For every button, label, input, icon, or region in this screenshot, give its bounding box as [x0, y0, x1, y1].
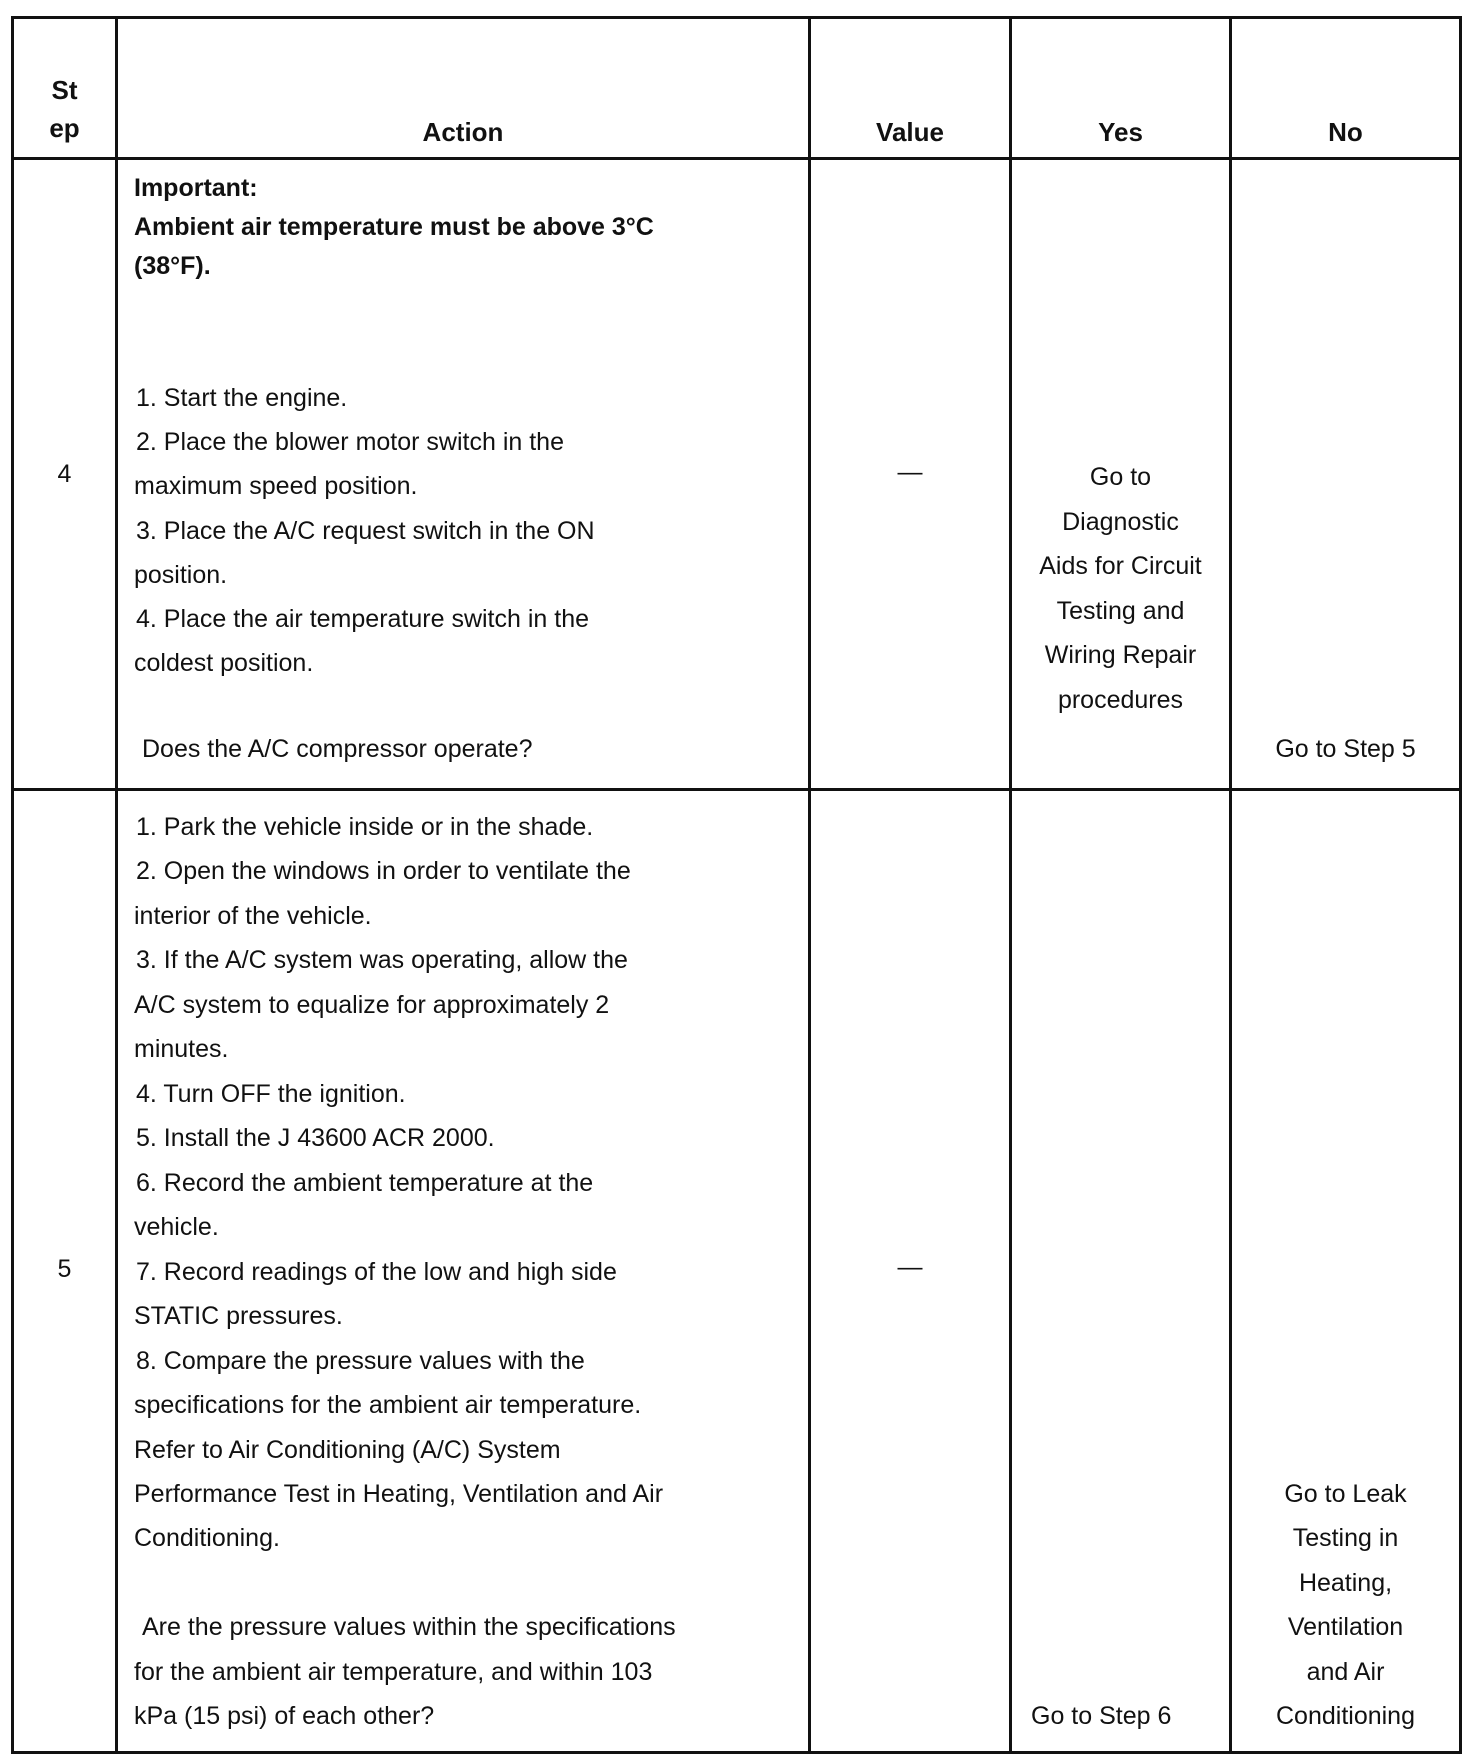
yes-line: Diagnostic: [1062, 508, 1179, 536]
no-line: Heating,: [1298, 1569, 1393, 1597]
yes-line: Aids for Circuit: [1039, 552, 1202, 580]
action-line: 2. Place the blower motor switch in the: [136, 428, 564, 456]
yes-line: procedures: [1057, 686, 1184, 714]
important-text-line2: (38°F).: [134, 252, 211, 280]
no-line: Go to Leak: [1284, 1480, 1407, 1508]
action-line: 1. Start the engine.: [136, 384, 348, 412]
action-line: 4. Place the air temperature switch in the: [136, 605, 590, 633]
header-divider: [11, 157, 1462, 160]
action-line: A/C system to equalize for approximately 2: [134, 991, 610, 1019]
action-line: specifications for the ambient air temperature.: [134, 1391, 642, 1419]
action-line: Conditioning.: [134, 1524, 280, 1552]
action-line: vehicle.: [134, 1213, 219, 1241]
action-line: 4. Turn OFF the ignition.: [136, 1080, 406, 1108]
value-cell: —: [897, 458, 923, 486]
table-border-bottom: [11, 1751, 1462, 1754]
yes-line: Testing and: [1056, 597, 1185, 625]
important-label: Important:: [134, 174, 258, 202]
action-line: Refer to Air Conditioning (A/C) System: [134, 1436, 561, 1464]
column-divider-value: [1009, 16, 1012, 1754]
header-yes: Yes: [1098, 117, 1143, 147]
action-question: kPa (15 psi) of each other?: [134, 1702, 435, 1730]
step-number: 4: [57, 460, 72, 488]
action-question: Does the A/C compressor operate?: [142, 735, 533, 763]
action-line: 1. Park the vehicle inside or in the shade.: [136, 813, 594, 841]
action-line: 2. Open the windows in order to ventilate the: [136, 857, 631, 885]
yes-line: Go to Step 6: [1031, 1702, 1172, 1730]
no-line: Testing in: [1292, 1524, 1399, 1552]
header-value: Value: [876, 117, 944, 147]
table-border-right: [1459, 16, 1462, 1754]
header-no: No: [1328, 117, 1363, 147]
yes-line: Go to: [1089, 463, 1152, 491]
no-line: Ventilation: [1287, 1613, 1404, 1641]
no-line: Go to Step 5: [1275, 735, 1416, 763]
action-line: position.: [134, 561, 228, 589]
action-line: 7. Record readings of the low and high side: [136, 1258, 617, 1286]
action-line: 6. Record the ambient temperature at the: [136, 1169, 594, 1197]
table-border-left: [11, 16, 14, 1754]
step-number: 5: [57, 1255, 72, 1283]
column-divider-action: [808, 16, 811, 1754]
action-line: 3. If the A/C system was operating, allow the: [136, 946, 628, 974]
important-text-line1: Ambient air temperature must be above 3°C: [134, 213, 654, 241]
action-line: 3. Place the A/C request switch in the ON: [136, 517, 595, 545]
action-line: maximum speed position.: [134, 472, 418, 500]
no-line: and Air: [1306, 1658, 1385, 1686]
action-line: STATIC pressures.: [134, 1302, 343, 1330]
row-divider: [11, 788, 1462, 791]
header-step-line2: ep: [49, 113, 80, 143]
action-line: 8. Compare the pressure values with the: [136, 1347, 585, 1375]
action-line: minutes.: [134, 1035, 229, 1063]
action-line: interior of the vehicle.: [134, 902, 372, 930]
column-divider-step: [115, 16, 118, 1754]
table-border-top: [11, 16, 1462, 19]
action-line: 5. Install the J 43600 ACR 2000.: [136, 1124, 495, 1152]
action-question: Are the pressure values within the specifications: [142, 1613, 676, 1641]
action-line: Performance Test in Heating, Ventilation and Air: [134, 1480, 664, 1508]
header-step-line1: St: [51, 75, 78, 105]
action-question: for the ambient air temperature, and within 103: [134, 1658, 653, 1686]
action-line: coldest position.: [134, 649, 314, 677]
yes-line: Wiring Repair: [1044, 641, 1197, 669]
value-cell: —: [897, 1253, 923, 1281]
no-line: Conditioning: [1276, 1702, 1415, 1730]
header-action: Action: [422, 117, 504, 147]
